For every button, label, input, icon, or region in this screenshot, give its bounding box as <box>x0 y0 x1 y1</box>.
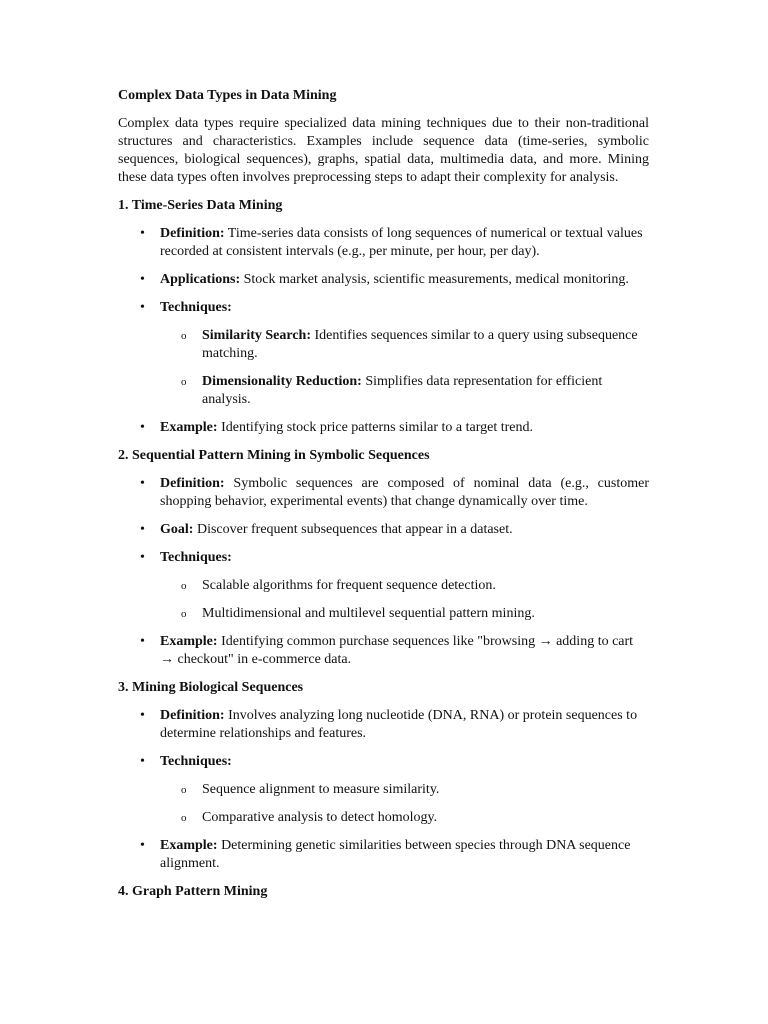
sub-item-text: Sequence alignment to measure similarity. <box>202 782 440 797</box>
circle-bullet-icon: o <box>181 376 187 388</box>
item-text: Involves analyzing long nucleotide (DNA, RNA) or protein sequences to determine relationships and features. <box>160 708 638 741</box>
circle-bullet-icon: o <box>181 608 187 620</box>
item-label: Definition: <box>160 226 225 241</box>
sub-bullet-list <box>160 577 649 623</box>
bullet-item <box>118 707 649 743</box>
bullet-item <box>118 299 649 409</box>
item-text: Symbolic sequences are composed of nominal data (e.g., customer shopping behavior, experimental events) that change dynamically over time. <box>160 476 649 509</box>
sub-bullet-item <box>160 577 649 595</box>
bullet-item <box>118 419 649 437</box>
item-label: Definition: <box>160 708 225 723</box>
sub-item-label: Dimensionality Reduction: <box>202 374 362 389</box>
item-text: Identifying stock price patterns similar to a target trend. <box>217 420 533 435</box>
bullet-item <box>118 521 649 539</box>
bullet-icon: • <box>140 754 145 769</box>
bullet-icon: • <box>140 838 145 853</box>
bullet-item <box>118 633 649 669</box>
item-text: Determining genetic similarities between species through DNA sequence alignment. <box>160 838 631 871</box>
item-label: Definition: <box>160 476 225 491</box>
bullet-icon: • <box>140 522 145 537</box>
bullet-icon: • <box>140 550 145 565</box>
item-text: Identifying common purchase sequences like "browsing → adding to cart → checkout" in e-commerce data. <box>160 634 634 667</box>
item-label: Techniques: <box>160 754 232 769</box>
sub-bullet-item <box>160 605 649 623</box>
sub-bullet-item <box>160 781 649 799</box>
sub-bullet-item <box>160 327 649 363</box>
section-heading: 4. Graph Pattern Mining <box>118 884 268 899</box>
item-label: Techniques: <box>160 550 232 565</box>
sub-item-text: Multidimensional and multilevel sequential pattern mining. <box>202 606 535 621</box>
bullet-list <box>118 707 649 873</box>
bullet-item <box>118 225 649 261</box>
intro-paragraph: Complex data types require specialized data mining techniques due to their non-traditional structures and characteristics. Examples include sequence data (time-series, symbolic sequences, biological sequences), graphs, spatial data, multimedia data, and more. Mining these data types often involves preprocessing steps to adapt their complexity for analysis. <box>118 116 649 185</box>
sub-item-text: Comparative analysis to detect homology. <box>202 810 438 825</box>
circle-bullet-icon: o <box>181 812 187 824</box>
item-label: Techniques: <box>160 300 232 315</box>
circle-bullet-icon: o <box>181 784 187 796</box>
item-label: Applications: <box>160 272 241 287</box>
sub-item-text: Identifies sequences similar to a query using subsequence matching. <box>202 328 638 361</box>
sub-item-text: Scalable algorithms for frequent sequence detection. <box>202 578 496 593</box>
item-label: Example: <box>160 420 218 435</box>
item-text: Stock market analysis, scientific measurements, medical monitoring. <box>240 272 629 287</box>
bullet-icon: • <box>140 420 145 435</box>
item-label: Goal: <box>160 522 194 537</box>
bullet-icon: • <box>140 634 145 649</box>
circle-bullet-icon: o <box>181 580 187 592</box>
bullet-icon: • <box>140 708 145 723</box>
sub-bullet-list <box>160 781 649 827</box>
section-heading: 1. Time-Series Data Mining <box>118 198 283 213</box>
bullet-icon: • <box>140 300 145 315</box>
section-heading: 3. Mining Biological Sequences <box>118 680 304 695</box>
sub-bullet-item <box>160 373 649 409</box>
bullet-item <box>118 753 649 827</box>
section-heading: 2. Sequential Pattern Mining in Symbolic Sequences <box>118 448 430 463</box>
sub-item-text: Simplifies data representation for efficient analysis. <box>202 374 603 407</box>
bullet-list <box>118 225 649 437</box>
bullet-icon: • <box>140 476 145 491</box>
item-text: Discover frequent subsequences that appear in a dataset. <box>193 522 513 537</box>
sub-bullet-item <box>160 809 649 827</box>
sub-bullet-list <box>160 327 649 409</box>
bullet-icon: • <box>140 226 145 241</box>
bullet-item <box>118 837 649 873</box>
item-label: Example: <box>160 634 218 649</box>
sub-item-label: Similarity Search: <box>202 328 312 343</box>
page-title: Complex Data Types in Data Mining <box>118 88 337 103</box>
bullet-item <box>118 475 649 511</box>
document-content <box>118 87 649 911</box>
sections <box>118 197 649 901</box>
bullet-list <box>118 475 649 669</box>
bullet-icon: • <box>140 272 145 287</box>
item-text: Time-series data consists of long sequences of numerical or textual values recorded at consistent intervals (e.g., per minute, per hour, per day). <box>160 226 643 259</box>
bullet-item <box>118 549 649 623</box>
item-label: Example: <box>160 838 218 853</box>
circle-bullet-icon: o <box>181 330 187 342</box>
bullet-item <box>118 271 649 289</box>
